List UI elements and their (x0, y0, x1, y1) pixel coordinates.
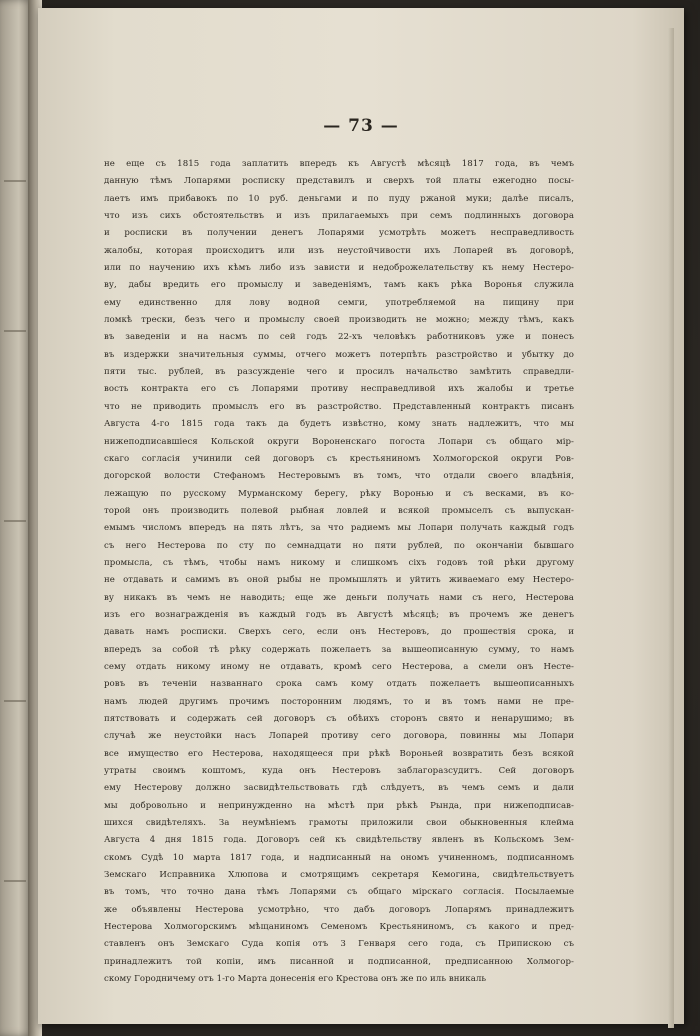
text-line: торой онъ производить полевой рыбная ловлей и всякой промыселъ съ выпускан- (104, 505, 574, 516)
text-line: въ томъ, что точно дана тѣмъ Лопарями съ общаго мірскаго согласія. Посылаемые (104, 887, 574, 898)
text-line: все имущество его Нестерова, находящееся при рѣкѣ Вороньей возвратить безъ всякой (104, 748, 574, 759)
text-line: принадлежитъ той копіи, имъ писанной и подписанной, предписанною Холмогор- (104, 956, 574, 967)
text-line: съ него Нестерова по сту по семнадцати но пяти рублей, по окончаніи бывшаго (104, 540, 574, 551)
text-line: пятствовать и содержать сей договоръ съ обѣихъ сторонъ свято и ненарушимо; въ (104, 714, 574, 724)
text-line: впередъ за собой тѣ рѣку содержать пожелаетъ за вышеописанную сумму, то намъ (104, 644, 574, 655)
book-page (38, 8, 684, 1024)
body-text (104, 156, 574, 989)
text-line: мы добровольно и непринужденно на мѣстѣ при рѣкѣ Рында, при нижеподписав- (104, 800, 574, 811)
text-line: сему отдать никому иному не отдавать, кромѣ сего Нестерова, а смели онъ Несте- (104, 661, 574, 672)
page-number: — 73 — (323, 116, 399, 136)
text-line: Августа 4-го 1815 года такъ да будетъ извѣстно, кому знать надлежитъ, что мы (104, 419, 574, 430)
text-line: нижеподписавшіеся Кольской округи Вороненскаго погоста Лопари съ общаго мір- (104, 436, 574, 447)
text-line: намъ людей другимъ прочимъ посторонним людямъ, то и въ томъ нами не пре- (104, 696, 574, 707)
text-line: скому Городничему отъ 1-го Марта донесенія его Крестова онъ же по иль вникаль (104, 974, 487, 985)
text-line: лаетъ имъ прибавокъ по 10 руб. деньгами и по пуду ржаной муки; далѣе писалъ, (104, 193, 574, 204)
text-line: пяти тыс. рублей, въ разсужденіе чего и просилъ начальство замѣтить справедли- (104, 367, 574, 378)
text-line: же объявлены Нестерова усмотрѣно, что дабъ договоръ Лопарямъ принадлежитъ (104, 904, 574, 915)
text-line: ровъ въ теченіи названнаго срока самъ кому отдать пожелаетъ вышеописанныхъ (104, 679, 574, 690)
text-line: что изъ сихъ обстоятельствъ и изъ прилагаемыхъ при семъ подлинныхъ договора (104, 211, 574, 222)
text-line: скомъ Судѣ 10 марта 1817 года, и надписанный на ономъ учиненномъ, подписанномъ (104, 852, 574, 863)
text-line: промысла, съ тѣмъ, чтобы намъ никому и слишкомъ сіхъ годовъ той рѣки другому (104, 557, 574, 568)
text-line: емымъ числомъ впередъ на пять лѣтъ, за что радиемъ мы Лопари получать каждый годъ (104, 523, 574, 534)
text-line: ломкѣ трески, безъ чего и промыслу своей производить не можно; между тѣмъ, какъ (104, 315, 574, 326)
text-line: ему единственно для лову водной семги, употребляемой на пищину при (104, 297, 574, 308)
text-line: ставленъ онъ Земскаго Суда копія отъ 3 Генваря сего года, съ Припискою съ (104, 939, 574, 950)
text-line: Августа 4 дня 1815 года. Договоръ сей къ свидѣтельству явленъ въ Кольскомъ Зем- (104, 835, 574, 846)
text-line: данную тѣмъ Лопарями росписку представилъ и сверхъ той платы ежегодно посы- (104, 176, 574, 187)
text-line: Нестерова Холмогорскимъ мѣщаниномъ Семеномъ Крестьяниномъ, съ какого и пред- (104, 922, 574, 933)
text-line: что не приводить промыслъ его въ разстройство. Представленный контрактъ писанъ (104, 401, 574, 412)
text-line: вость контракта его съ Лопарями противу несправедливой ихъ жалобы и третье (104, 384, 574, 395)
text-line: или по научению ихъ кѣмъ либо изъ зависти и недоброжелательству къ нему Нестеро- (104, 263, 574, 274)
text-line: давать намъ росписки. Сверхъ сего, если онъ Нестеровъ, до прошествія срока, и (104, 627, 574, 638)
text-line: въ заведеніи и на насмъ по сей годъ 22-хъ человѣкъ работниковъ уже и понесъ (104, 332, 574, 343)
text-line: жалобы, которая происходитъ или изъ неустойчивости ихъ Лопарей въ договорѣ, (104, 245, 574, 256)
text-line: лежащую по русскому Мурманскому берегу, рѣку Воронью и съ весками, въ ко- (104, 488, 574, 499)
page-edge-shadow (668, 28, 674, 1028)
text-line: изъ его вознагражденія въ каждый годъ въ Августѣ мѣсяцѣ; въ прочемъ же денегъ (104, 609, 574, 620)
text-line: скаго согласія учинили сей договоръ съ крестьяниномъ Холмогорской округи Ров- (104, 453, 574, 464)
text-line: и росписки въ получении денегъ Лопарями усмотрѣть можетъ несправедливость (104, 228, 574, 239)
text-line: догорской волости Стефаномъ Нестеровымъ въ томъ, что отдали своего владѣнія, (104, 471, 574, 482)
text-line: случаѣ же неустойки насъ Лопарей противу сего договора, повинны мы Лопари (104, 731, 574, 742)
text-line: не еще съ 1815 года заплатить впередъ къ Августѣ мѣсяцѣ 1817 года, въ чемъ (104, 159, 574, 169)
text-line: ву, дабы вредить его промыслу и заведеніямъ, тамъ какъ рѣка Воронья служила (104, 280, 574, 291)
text-line: въ издержки значительныя суммы, отчего можетъ потерпѣть разстройство и убытку до (104, 349, 574, 360)
text-line: Земскаго Исправника Хлюпова и смотрящимъ секретаря Кемогина, свидѣтельствуетъ (104, 870, 574, 881)
text-line: шихся свидѣтеляхъ. За неумѣніемъ грамоты приложили свои обыкновенныя клейма (104, 818, 574, 829)
text-line: ему Нестерову должно засвидѣтельствовать гдѣ слѣдуетъ, въ чемъ семъ и дали (104, 783, 574, 794)
text-line: утраты своимъ коштомъ, куда онъ Нестеровъ заблагоразсудитъ. Сей договоръ (104, 766, 574, 777)
text-line: ву никакъ въ чемъ не наводить; еще же деньги получать нами съ него, Нестерова (104, 592, 574, 603)
text-line: не отдавать и самимъ въ оной рыбы не промышлять и уйтить живаемаго ему Нестеро- (104, 575, 574, 586)
